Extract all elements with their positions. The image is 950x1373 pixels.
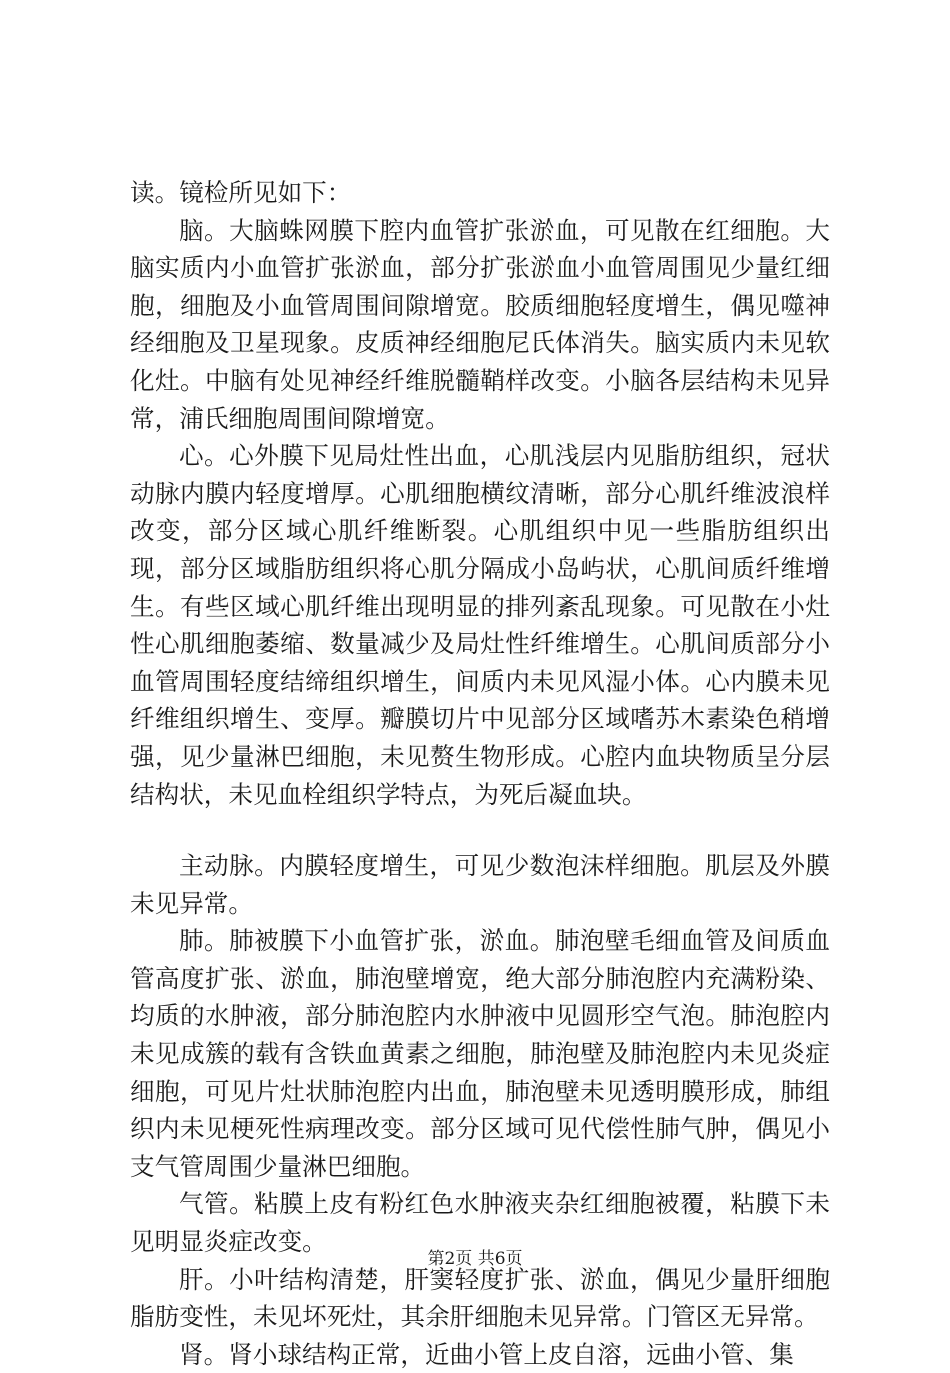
paragraph-intro: 读。镜检所见如下： <box>130 178 352 207</box>
paragraph-aorta: 主动脉。内膜轻度增生，可见少数泡沫样细胞。肌层及外膜未见异常。 <box>130 851 830 918</box>
paragraph-liver: 肝。小叶结构清楚，肝窦轻度扩张、淤血，偶见少量肝细胞脂肪变性，未见坏死灶，其余肝细胞未见异常。门管区无异常。 <box>130 1264 830 1332</box>
page-footer: 第2页 共6页 <box>427 1249 523 1269</box>
document-body <box>130 174 830 1373</box>
paragraph-brain: 脑。大脑蛛网膜下腔内血管扩张淤血，可见散在红细胞。大脑实质内小血管扩张淤血，部分扩张淤血小血管周围见少量红细胞，细胞及小血管周围间隙增宽。胶质细胞轻度增生，偶见噬神经细胞及卫星现象。皮质神经细胞尼氏体消失。脑实质内未见软化灶。中脑有处见神经纤维脱髓鞘样改变。小脑各层结构未见异常，浦氏细胞周围间隙增宽。 <box>130 215 830 433</box>
paragraph-kidney: 肾。肾小球结构正常，近曲小管上皮自溶，远曲小管、集 <box>179 1339 794 1369</box>
paragraph-lung: 肺。肺被膜下小血管扩张，淤血。肺泡壁毛细血管及间质血管高度扩张、淤血，肺泡壁增宽，绝大部分肺泡腔内充满粉染、均质的水肿液，部分肺泡腔内水肿液中见圆形空气泡。肺泡腔内未见成簇的载有含铁血黄素之细胞，肺泡壁及肺泡腔内未见炎症细胞，可见片灶状肺泡腔内出血，肺泡壁未见透明膜形成，肺组织内未见梗死性病理改变。部分区域可见代偿性肺气肿，偶见小支气管周围少量淋巴细胞。 <box>130 926 830 1181</box>
paragraph-heart: 心。心外膜下见局灶性出血，心肌浅层内见脂肪组织，冠状动脉内膜内轻度增厚。心肌细胞横纹清晰，部分心肌纤维波浪样改变，部分区域心肌纤维断裂。心肌组织中见一些脂肪组织出现，部分区域脂肪组织将心肌分隔成小岛屿状，心肌间质纤维增生。有些区域心肌纤维出现明显的排列紊乱现象。可见散在小灶性心肌细胞萎缩、数量减少及局灶性纤维增生。心肌间质部分小血管周围轻度结缔组织增生，间质内未见风湿小体。心内膜未见纤维组织增生、变厚。瓣膜切片中见部分区域嗜苏木素染色稍增强，见少量淋巴细胞，未见赘生物形成。心腔内血块物质呈分层结构状，未见血栓组织学特点，为死后凝血块。 <box>130 441 830 809</box>
paragraph-trachea: 气管。粘膜上皮有粉红色水肿液夹杂红细胞被覆，粘膜下未见明显炎症改变。 <box>130 1189 830 1257</box>
